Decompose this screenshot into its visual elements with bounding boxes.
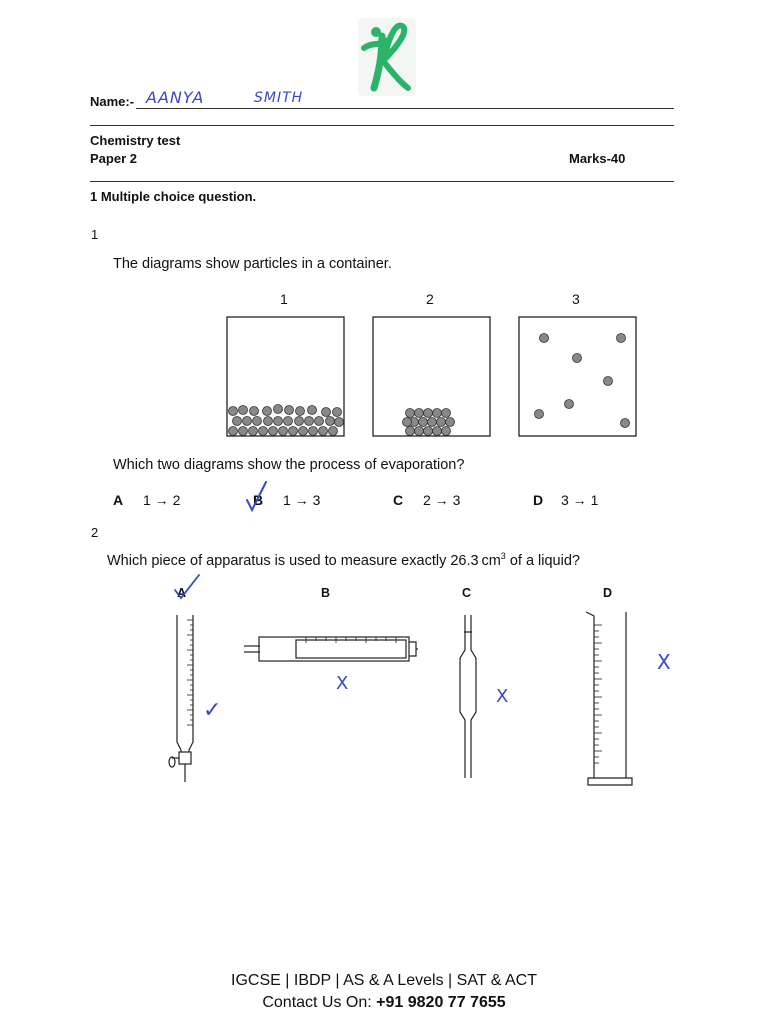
brand-logo-icon	[352, 18, 422, 96]
paper-label: Paper 2	[90, 151, 137, 166]
option-a-value: 1 → 2	[143, 492, 181, 508]
diagram-label-3: 3	[572, 291, 580, 307]
option-b-value: 1 → 3	[283, 492, 321, 508]
q1-stem: The diagrams show particles in a container.	[113, 256, 392, 272]
section-title: 1 Multiple choice question.	[90, 189, 257, 204]
mark-a: ✓	[203, 698, 222, 723]
pipette-icon	[460, 615, 476, 778]
mark-b: X	[336, 673, 349, 694]
name-rule	[136, 108, 674, 109]
apparatus-label-c: C	[462, 586, 472, 600]
diagram-label-2: 2	[426, 291, 434, 307]
q2-number: 2	[91, 525, 99, 540]
option-d-value: 3 → 1	[561, 492, 599, 508]
footer-programs: IGCSE | IBDP | AS & A Levels | SAT & ACT	[231, 972, 537, 989]
option-d-letter: D	[533, 492, 544, 508]
name-label: Name:-	[90, 94, 135, 109]
option-c-letter: C	[393, 492, 404, 508]
mark-c: X	[496, 686, 509, 707]
q1-prompt: Which two diagrams show the process of evaporation?	[113, 457, 465, 473]
option-b-letter: B	[253, 492, 264, 508]
footer-contact	[0, 994, 768, 1012]
contact-phone: +91 9820 77 7655	[376, 994, 506, 1011]
syringe-icon	[244, 637, 418, 661]
apparatus-label-b: B	[321, 586, 331, 600]
measuring-cylinder-icon	[586, 612, 632, 785]
test-title: Chemistry test	[90, 133, 181, 148]
apparatus-label-a: A	[177, 586, 187, 600]
mark-d: X	[657, 650, 671, 674]
particles-liquid	[403, 409, 455, 436]
option-a-letter: A	[113, 492, 124, 508]
q2-stem-text: Which piece of apparatus is used to measure exactly 26.3 cm	[107, 552, 501, 569]
q2-stem-tail: of a liquid?	[505, 552, 580, 569]
marks-label: Marks-40	[569, 151, 626, 166]
divider-header	[90, 181, 674, 182]
handwritten-first-name: AANYA	[146, 88, 205, 107]
particles-gas	[535, 334, 630, 428]
option-c-value: 2 → 3	[423, 492, 461, 508]
q2-stem-sup: 3	[500, 551, 506, 561]
handwritten-last-name: SMITH	[254, 90, 304, 106]
diagram-label-1: 1	[280, 291, 288, 307]
burette-icon	[169, 615, 193, 782]
tick-mark-icon	[244, 478, 270, 514]
apparatus-drawings	[160, 570, 680, 790]
particles-solid	[229, 405, 344, 436]
q2-stem	[107, 551, 580, 569]
particle-diagrams	[220, 310, 650, 445]
contact-label: Contact Us On:	[262, 994, 377, 1011]
tick-over-a-icon	[172, 572, 202, 602]
apparatus-label-d: D	[603, 586, 613, 600]
divider-top	[90, 125, 674, 126]
q1-number: 1	[91, 227, 99, 242]
